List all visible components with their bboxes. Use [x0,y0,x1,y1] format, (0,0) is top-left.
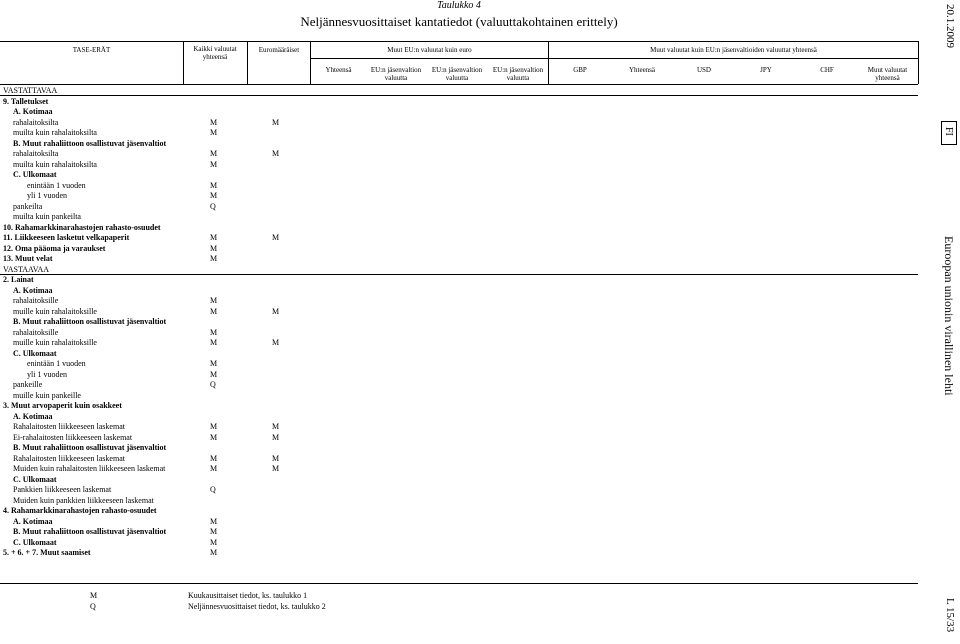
row-label: 10. Rahamarkkinarahastojen rahasto-osuudet [3,222,161,232]
row-label: yli 1 vuoden [27,369,67,379]
sub-header-jpy: JPY [760,66,772,74]
row-label: C. Ulkomaat [13,348,57,358]
row-label: Rahalaitosten liikkeeseen laskemat [13,422,125,431]
row-label: muilta kuin pankeilta [13,212,81,221]
row-label: A. Kotimaa [13,285,53,295]
row-label: B. Muut rahaliittoon osallistuvat jäsenvaltiot [13,527,167,536]
sub-header-eu-currency: EU:n jäsenvaltion valuutta [370,66,422,82]
row-label: C. Ulkomaat [13,474,57,484]
section-rule [0,95,918,96]
cell-all-currencies: M [210,327,218,337]
cell-all-currencies: M [210,359,218,368]
row-label: muilta kuin rahalaitoksilta [13,128,97,137]
legend-code-m: M [90,591,98,600]
side-lang: FI [943,127,954,136]
cell-all-currencies: M [210,453,218,463]
sub-header-eu-currency: EU:n jäsenvaltion valuutta [431,66,483,82]
header-bottom-rule [0,84,918,85]
side-ref: L 15/33 [944,598,956,633]
cell-all-currencies: M [210,180,218,190]
row-label: muilta kuin rahalaitoksilta [13,159,97,169]
legend-code-q: Q [90,602,96,611]
row-label: Ei-rahalaitosten liikkeeseen laskemat [13,432,133,442]
header-mid-rule [310,58,918,59]
table-bottom-rule [0,583,918,584]
cell-all-currencies: M [210,243,218,253]
row-label: C. Ulkomaat [13,170,57,179]
header-divider [183,41,184,84]
legend-text-q: Neljännesvuosittaiset tiedot, ks. taulukko 2 [188,602,326,611]
row-label: B. Muut rahaliittoon osallistuvat jäsenvaltiot [13,443,167,452]
cell-all-currencies: Q [210,485,216,494]
sub-header-gbp: GBP [573,66,587,74]
row-label: A. Kotimaa [13,107,53,116]
cell-all-currencies: M [210,117,218,127]
cell-all-currencies: M [210,306,218,316]
cell-all-currencies: M [210,296,218,305]
cell-all-currencies: M [210,422,218,431]
cell-all-currencies: M [210,464,218,473]
row-label: VASTATTAVAA [3,86,58,95]
row-label: enintään 1 vuoden [27,359,86,368]
sub-header-total: Yhteensä [325,66,352,74]
row-label: enintään 1 vuoden [27,180,86,190]
cell-all-currencies: M [210,233,218,242]
row-label: 4. Rahamarkkinarahastojen rahasto-osuudet [3,506,157,515]
cell-euro: M [272,422,280,431]
row-label: VASTAAVAA [3,264,50,274]
cell-euro: M [272,149,280,158]
sub-header-other-total: Muut valuutat yhteensä [867,66,908,82]
row-label: 9. Talletukset [3,96,49,106]
row-label: muille kuin pankeille [13,390,81,400]
col-header-other-eu: Muut EU:n valuutat kuin euro [387,46,472,54]
sub-header-usd: USD [696,66,711,74]
cell-all-currencies: M [210,254,218,263]
row-label: pankeilta [13,201,43,211]
section-rule [0,274,918,275]
row-label: 11. Liikkeeseen lasketut velkapaperit [3,233,130,242]
row-label: pankeille [13,380,43,389]
table-number: Taulukko 4 [437,0,481,11]
row-label: 12. Oma pääoma ja varaukset [3,243,106,253]
row-label: A. Kotimaa [13,516,53,526]
row-label: rahalaitoksille [13,296,59,305]
row-label: A. Kotimaa [13,411,53,421]
cell-all-currencies: M [210,369,218,379]
row-label: rahalaitoksille [13,327,59,337]
sub-header-eu-currency: EU:n jäsenvaltion valuutta [492,66,544,82]
cell-euro: M [272,432,280,442]
row-label: muille kuin rahalaitoksille [13,306,97,316]
cell-all-currencies: M [210,159,218,169]
table-title: Neljännesvuosittaiset kantatiedot (valuuttakohtainen erittely) [300,14,618,29]
row-label: muille kuin rahalaitoksille [13,338,97,347]
cell-all-currencies: M [210,432,218,442]
cell-all-currencies: Q [210,380,216,389]
cell-euro: M [272,453,280,463]
row-label: Muiden kuin rahalaitosten liikkeeseen laskemat [13,464,166,473]
row-label: Muiden kuin pankkien liikkeeseen laskemat [13,495,154,505]
row-label: 3. Muut arvopaperit kuin osakkeet [3,401,122,410]
sub-header-chf: CHF [820,66,834,74]
row-label: Pankkien liikkeeseen laskemat [13,485,112,494]
cell-all-currencies: M [210,516,218,526]
cell-all-currencies: M [210,128,218,137]
row-label: B. Muut rahaliittoon osallistuvat jäsenvaltiot [13,317,167,326]
row-label: Rahalaitosten liikkeeseen laskemat [13,453,125,463]
row-label: 13. Muut velat [3,254,53,263]
cell-all-currencies: M [210,537,218,547]
sub-header-total: Yhteensä [628,66,656,74]
cell-euro: M [272,233,280,242]
cell-euro: M [272,338,280,347]
row-label: B. Muut rahaliittoon osallistuvat jäsenvaltiot [13,138,167,148]
col-header-non-eu: Muut valuutat kuin EU:n jäsenvaltioiden valuuttat yhteensä [650,46,817,54]
cell-all-currencies: M [210,548,218,557]
row-label: 2. Lainat [3,275,34,284]
row-label: rahalaitoksilta [13,149,59,158]
cell-euro: M [272,306,280,316]
side-journal: Euroopan unionin virallinen lehti [942,236,956,396]
header-divider [918,41,919,84]
legend-text-m: Kuukausittaiset tiedot, ks. taulukko 1 [188,591,308,600]
col-header-all: Kaikki valuutat yhteensä [193,45,237,61]
row-label: yli 1 vuoden [27,191,67,200]
cell-all-currencies: M [210,149,218,158]
side-date: 20.1.2009 [944,4,956,48]
cell-all-currencies: M [210,527,218,536]
cell-all-currencies: M [210,338,218,347]
col-header-euro: Euromääräiset [258,46,300,54]
cell-euro: M [272,117,280,127]
row-label: C. Ulkomaat [13,537,57,547]
row-label: 5. + 6. + 7. Muut saamiset [3,548,91,557]
cell-all-currencies: Q [210,201,216,211]
cell-all-currencies: M [210,191,218,200]
col-header-tase: TASE-ERÄT [72,46,111,54]
row-label: rahalaitoksilta [13,117,59,127]
cell-euro: M [272,464,280,473]
header-top-rule [0,41,918,42]
